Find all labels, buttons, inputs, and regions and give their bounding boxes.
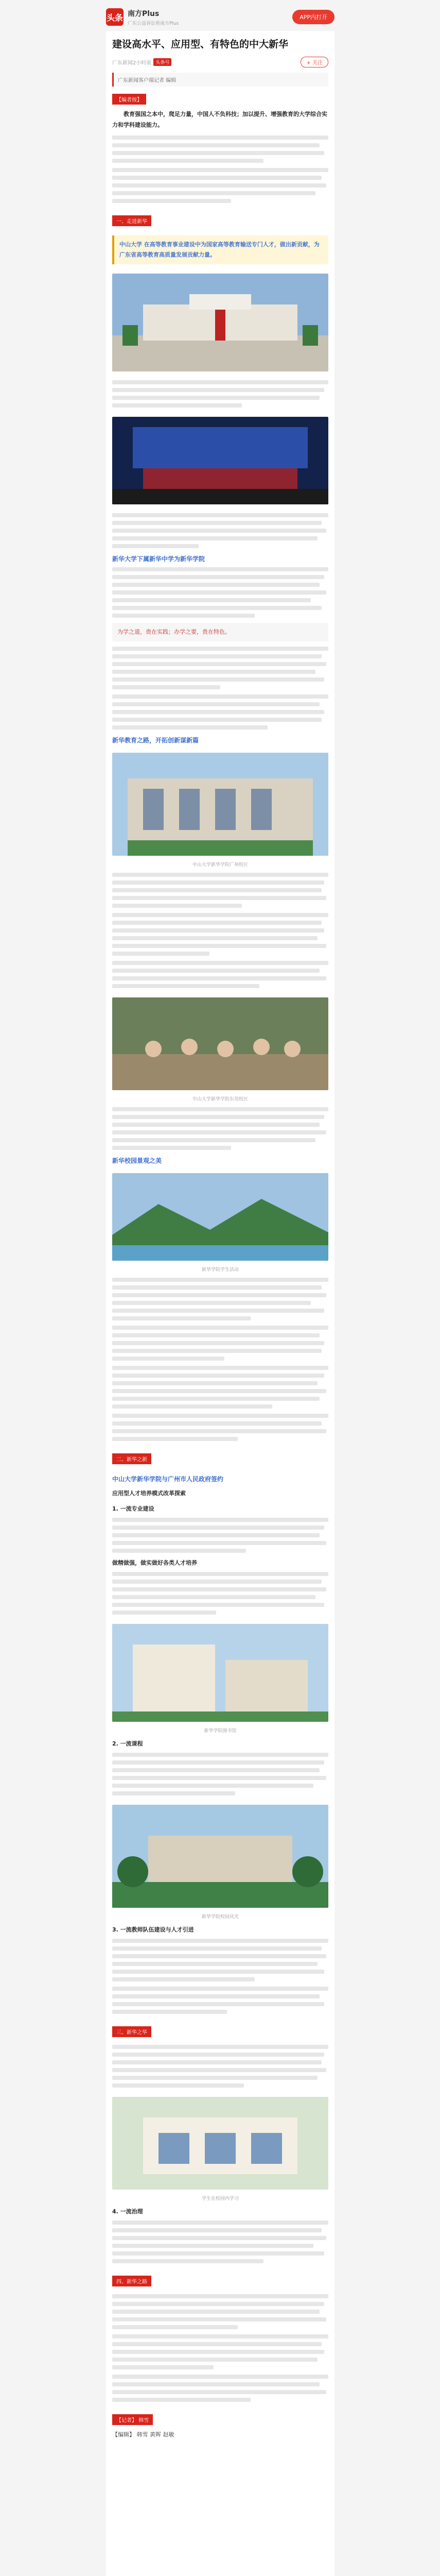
quote-block: 为学之道，贵在实践；办学之要，贵在特色。	[112, 623, 328, 641]
study-image	[112, 2097, 328, 2190]
text-block	[112, 1326, 328, 1361]
library-image	[112, 1624, 328, 1722]
text-block	[112, 913, 328, 956]
point-heading: 1. 一流专业建设	[112, 1505, 154, 1512]
text-block	[112, 1939, 328, 1981]
text-block	[112, 380, 328, 408]
section-tag-2: 二、新华之新	[112, 1453, 151, 1464]
author-tag: 【记者】 韩雪	[112, 2414, 153, 2425]
text-block	[112, 961, 328, 988]
text-block	[112, 513, 328, 548]
section-tag-3: 三、新华之华	[112, 2026, 151, 2037]
image-caption: 新华学院图书馆	[204, 1728, 237, 1734]
campus-landscape-image	[112, 1173, 328, 1261]
text-block	[112, 135, 328, 163]
section-tag-intro: 【编者按】	[112, 94, 146, 105]
text-block	[112, 1572, 328, 1615]
text-block	[112, 1366, 328, 1409]
intro-paragraph: 教育强国之本中，爬足力量，中国人不负科技；加以提升、增强教育的大学综合实力和学科建设能力。	[112, 111, 327, 128]
source-badge: 头条号	[153, 58, 171, 66]
point-heading: 3. 一流教师队伍建设与人才引进	[112, 1926, 194, 1933]
text-block	[112, 1518, 328, 1553]
text-block	[112, 2045, 328, 2088]
text-block	[112, 2294, 328, 2329]
text-block	[112, 647, 328, 689]
point-heading: 4. 一流治理	[112, 2208, 143, 2215]
app-tagline: 广东公益诉讼看南方Plus	[128, 21, 179, 26]
subhead-1: 新华大学下属新华中学为新华学院	[112, 555, 205, 563]
app-logo: 头条	[106, 8, 124, 26]
open-in-app-button[interactable]: APP内打开	[292, 10, 335, 24]
image-caption: 学生在校园内学习	[201, 2196, 239, 2201]
point-heading: 2. 一流课程	[112, 1740, 143, 1747]
campus-building-image	[112, 753, 328, 856]
highlight-box: 中山大学 在高等教育事业建设中为国家高等教育输送专门人才，做出新贡献，为广东省高等教育高质量发展贡献力量。	[112, 235, 328, 264]
section-tag-1: 一、走进新华	[112, 215, 151, 226]
point-heading: 做精做强，做实做好各类人才培养	[112, 1560, 197, 1566]
section-tag-4: 四、新华之路	[112, 2276, 151, 2286]
article-card	[106, 31, 335, 2576]
campus-gate-image	[112, 274, 328, 371]
image-caption: 新华学院学生活动	[201, 1267, 239, 1273]
text-block	[112, 567, 328, 618]
follow-button[interactable]: + 关注	[301, 57, 328, 67]
stage-event-image	[112, 417, 328, 504]
app-name-block	[128, 8, 179, 26]
text-block	[112, 873, 328, 908]
text-block	[112, 168, 328, 203]
editor-line: 【编辑】 韩雪 黄晖 赵敏	[112, 2431, 174, 2438]
subhead-2: 新华教育之路，开拓创新谋新篇	[112, 737, 199, 744]
text-block	[112, 1278, 328, 1320]
text-block	[112, 2221, 328, 2263]
article-meta	[112, 57, 328, 67]
article-source: 广东新闻2小时前	[112, 60, 152, 66]
source-bar: 广东新闻客户端记者 编辑	[112, 73, 328, 87]
text-block	[112, 1753, 328, 1795]
point-heading: 应用型人才培养模式改革探索	[112, 1490, 186, 1497]
text-block	[112, 1987, 328, 2014]
subhead-4: 中山大学新华学院与广州市人民政府签约	[112, 1476, 224, 1483]
image-caption: 新华学院校园风光	[201, 1914, 239, 1920]
text-block	[112, 2334, 328, 2369]
text-block	[112, 1107, 328, 1150]
subhead-3: 新华校园景观之美	[112, 1157, 162, 1164]
text-block	[112, 1414, 328, 1441]
campus-scenery-image	[112, 1805, 328, 1908]
students-image	[112, 997, 328, 1090]
app-top-bar	[106, 5, 335, 29]
image-caption: 中山大学新华学院东莞校区	[192, 1097, 248, 1102]
text-block	[112, 2375, 328, 2402]
article-title: 建设高水平、应用型、有特色的中大新华	[112, 39, 289, 50]
text-block	[112, 694, 328, 730]
app-name: 南方Plus	[128, 9, 160, 18]
image-caption: 中山大学新华学院广州校区	[192, 862, 248, 868]
